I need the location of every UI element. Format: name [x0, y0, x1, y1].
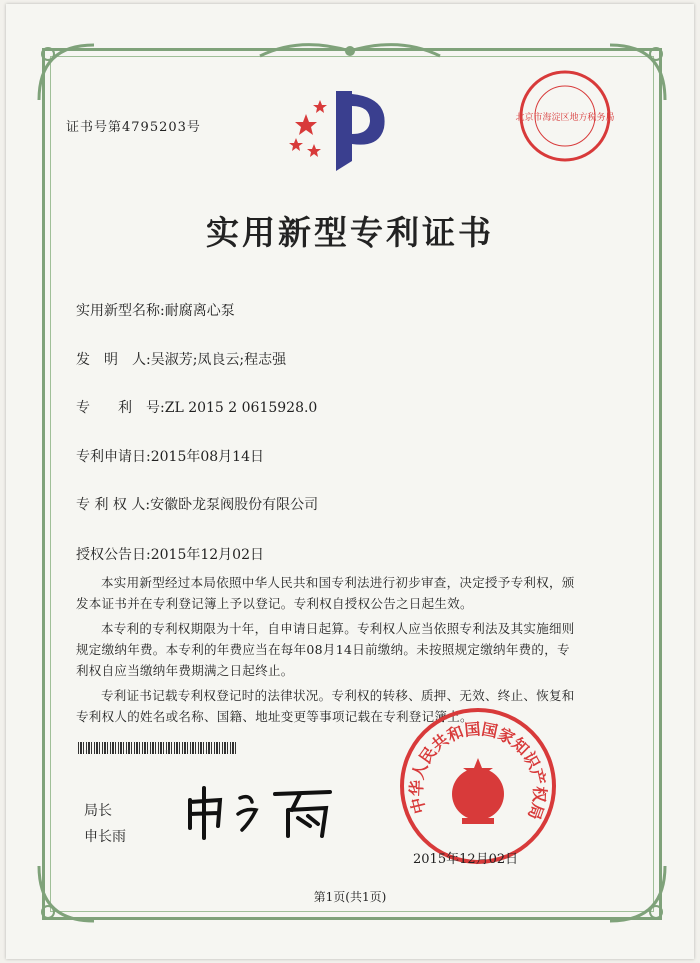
field-grant-date — [76, 544, 264, 564]
director-signature — [180, 780, 340, 840]
field-value: 2015年12月02日 — [150, 547, 264, 563]
paragraph: 本实用新型经过本局依照中华人民共和国专利法进行初步审查，决定授予专利权，颁发本证书并在专利登记簿上予以登记。专利权自授权公告之日起生效。 — [76, 575, 575, 611]
field-value: 吴淑芳;凤良云;程志强 — [150, 352, 287, 368]
director-title: 局长 — [84, 803, 112, 819]
field-value: 安徽卧龙泵阀股份有限公司 — [150, 497, 319, 513]
field-label: 专 利 权 人: — [76, 497, 151, 513]
tax-seal — [515, 66, 615, 166]
field-label: 授权公告日: — [76, 547, 151, 563]
field-patentee — [76, 494, 318, 514]
field-inventors — [76, 349, 286, 369]
field-label: 专利申请日: — [76, 449, 151, 465]
paragraph: 本专利的专利权期限为十年，自申请日起算。专利权人应当依照专利法及其实施细则规定缴纳年费。本专利的年费应当在每年08月14日前缴纳。未按照规定缴纳年费的，专利权自应当缴纳年费期满之日起终止。 — [76, 621, 575, 678]
field-value: 2015年08月14日 — [150, 449, 264, 465]
cnipa-official-seal — [398, 706, 558, 866]
field-utility-model-name — [76, 300, 235, 320]
issue-date: 2015年12月02日 — [413, 852, 519, 867]
page-number: 第1页(共1页) — [313, 890, 387, 904]
document-title: 实用新型专利证书 — [206, 213, 494, 252]
paragraph: 专利证书记载专利权登记时的法律状况。专利权的转移、质押、无效、终止、恢复和专利权人的姓名或名称、国籍、地址变更等事项记载在专利登记簿上。 — [76, 688, 575, 724]
field-value: ZL 2015 2 0615928.0 — [164, 400, 318, 416]
field-patent-number — [76, 397, 317, 417]
top-ornament-icon — [250, 36, 450, 66]
field-label: 发 明 人: — [76, 352, 151, 368]
seal-small-text: 北京市海淀区地方税务局 — [515, 113, 615, 123]
decorative-inner-border — [50, 56, 654, 912]
field-value: 耐腐离心泵 — [164, 303, 235, 319]
field-application-date — [76, 446, 264, 466]
cnipa-logo-icon — [284, 86, 394, 176]
corner-ornament-icon — [34, 40, 104, 110]
field-label: 专 利 号: — [76, 400, 165, 416]
field-label: 实用新型名称: — [76, 303, 165, 319]
director-name: 申长雨 — [84, 829, 126, 845]
barcode — [78, 742, 238, 754]
seal-large-text: 中华人民共和国国家知识产权局 — [406, 719, 550, 823]
certificate-number: 证书号第4795203号 — [66, 120, 201, 135]
